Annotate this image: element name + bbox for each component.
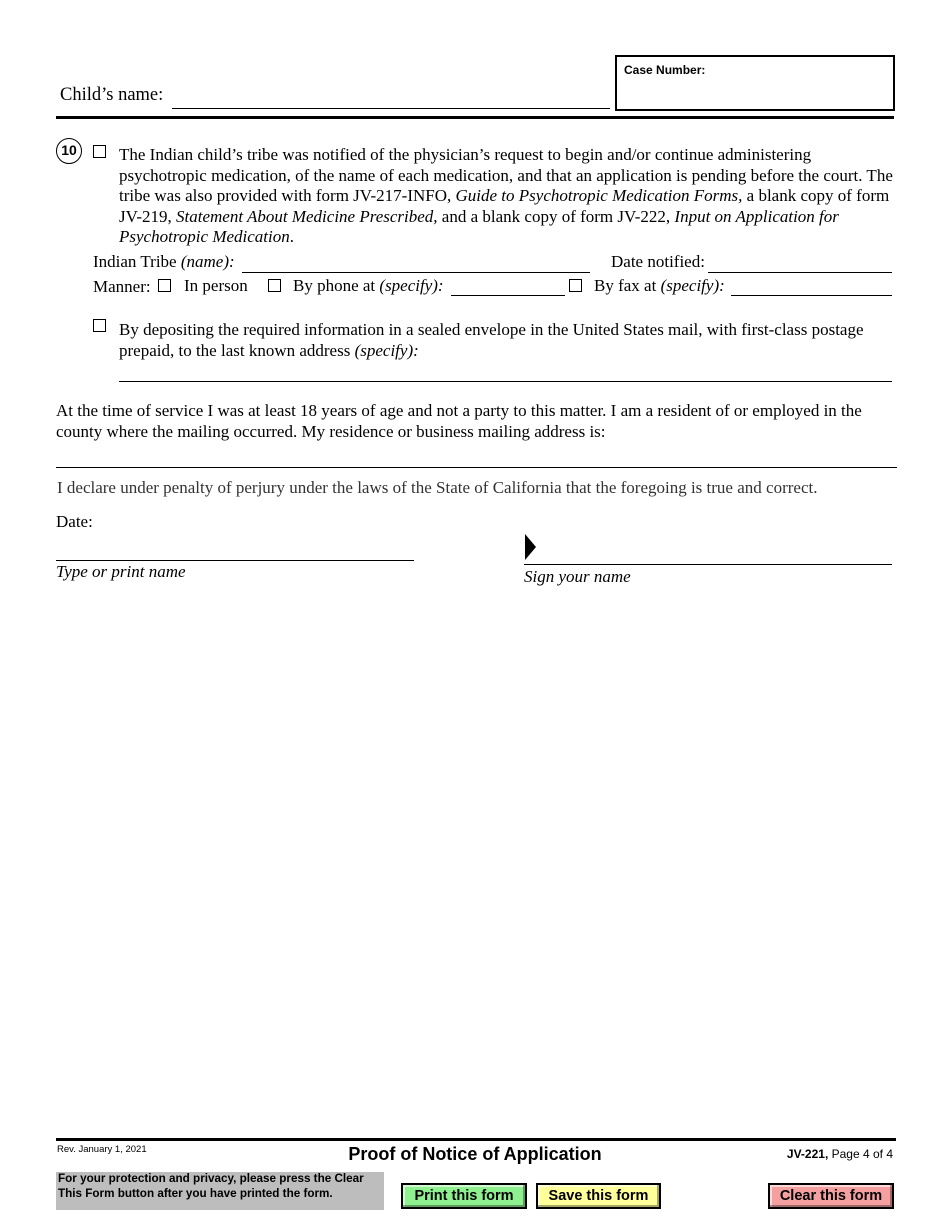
case-number-label: Case Number: [624, 63, 706, 77]
signature-arrow-icon [525, 534, 536, 560]
manner-label: Manner: [93, 277, 151, 296]
date-label: Date: [56, 512, 93, 531]
tribe-notified-text: The Indian child’s tribe was notified of the physician’s request to begin and/or continue administering psychotropic medication, of the name of each medication, and that an application is pending before the court. The tribe was also provided with form JV-217-INFO, Guide to Psychotropic Medication Forms, a blank copy of form JV-219, Statement About Medicine Prescribed, and a blank copy of form JV-222, Input on Application for Psychotropic Medication. [119, 145, 893, 246]
case-number-box[interactable] [615, 55, 895, 111]
footer-divider [56, 1138, 896, 1141]
form-title: Proof of Notice of Application [348, 1144, 602, 1164]
by-phone-label: By phone at (specify): [293, 276, 444, 295]
date-notified-label: Date notified: [611, 252, 705, 271]
in-person-checkbox[interactable] [158, 279, 171, 292]
mail-checkbox[interactable] [93, 319, 106, 332]
privacy-note: For your protection and privacy, please press the Clear This Form button after you have printed the form. [56, 1172, 384, 1210]
childs-name-field[interactable] [172, 108, 610, 109]
sign-your-name-label: Sign your name [524, 567, 631, 586]
form-page-number: JV-221, Page 4 of 4 [786, 1147, 893, 1161]
by-phone-checkbox[interactable] [268, 279, 281, 292]
clear-form-button[interactable]: Clear this form [768, 1183, 894, 1209]
item-number: 10 [61, 142, 77, 158]
save-form-button[interactable]: Save this form [536, 1183, 661, 1209]
residence-address-field[interactable] [56, 467, 897, 468]
childs-name-label: Child’s name: [60, 85, 164, 105]
by-fax-field[interactable] [731, 295, 892, 296]
in-person-label: In person [184, 276, 248, 295]
indian-tribe-label: Indian Tribe (name): [93, 252, 235, 271]
by-fax-checkbox[interactable] [569, 279, 582, 292]
by-fax-label: By fax at (specify): [594, 276, 725, 295]
revision-date: Rev. January 1, 2021 [57, 1144, 147, 1155]
service-statement: At the time of service I was at least 18 years of age and not a party to this matter. I am a resident of or employed in the county where the mailing occurred. My residence or business mailing address is: [56, 401, 862, 441]
declaration-text: I declare under penalty of perjury under the laws of the State of California that the foregoing is true and correct. [57, 478, 818, 497]
print-form-button[interactable]: Print this form [401, 1183, 527, 1209]
item-number-badge [56, 138, 82, 164]
indian-tribe-field[interactable] [242, 272, 590, 273]
header-divider [56, 116, 894, 119]
by-phone-field[interactable] [451, 295, 565, 296]
print-name-field[interactable] [56, 560, 414, 561]
mail-address-field[interactable] [119, 381, 892, 382]
type-print-name-label: Type or print name [56, 562, 186, 581]
mail-text: By depositing the required information in a sealed envelope in the United States mail, with first-class postage prepaid, to the last known address (specify): [119, 320, 864, 360]
signature-field[interactable] [524, 564, 892, 565]
date-notified-field[interactable] [708, 272, 892, 273]
tribe-notified-checkbox[interactable] [93, 145, 106, 158]
